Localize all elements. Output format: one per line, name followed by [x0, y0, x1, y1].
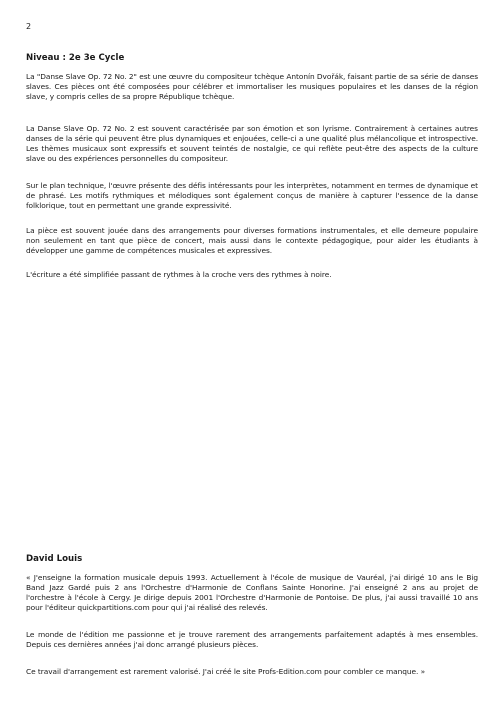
description-paragraph-3: Sur le plan technique, l'œuvre présente des défis intéressants pour les interprètes, notamment en termes de dynamique et de phrasé. Les motifs rythmiques et mélodiques sont également conçus de manière à capturer l'essence de la danse folklorique, tout en permettant une grande expressivité. — [26, 181, 478, 210]
author-bio-paragraph-3: Ce travail d'arrangement est rarement valorisé. J'ai créé le site Profs-Edition.com pour combler ce manque. » — [26, 667, 426, 676]
level-heading: Niveau : 2e 3e Cycle — [26, 53, 125, 63]
author-bio-paragraph-1: « J'enseigne la formation musicale depuis 1993. Actuellement à l'école de musique de Vauréal, j'ai dirigé 10 ans le Big Band Jazz Gardé puis 2 ans l'Orchestre d'Harmonie de Conflans Sainte Honorine. J'ai enseigné 2 ans au projet de l'orchestre à l'école à Cergy. Je dirige depuis 2001 l'Orchestre d'Harmonie de Pontoise. De plus, j'ai aussi travaillé 10 ans pour l'éditeur quickpartitions.com pour qui j'ai réalisé des relevés. — [26, 573, 478, 612]
description-paragraph-1: La "Danse Slave Op. 72 No. 2" est une œuvre du compositeur tchèque Antonín Dvořák, faisant partie de sa série de danses slaves. Ces pièces ont été composées pour célébrer et immortaliser les musiques populaires et les danses de la région slave, y compris celles de sa propre République tchèque. — [26, 72, 478, 101]
description-paragraph-5: L'écriture a été simplifiée passant de rythmes à la croche vers des rythmes à noire. — [26, 270, 332, 279]
author-bio-paragraph-2: Le monde de l'édition me passionne et je trouve rarement des arrangements parfaitement adaptés à mes ensembles. Depuis ces dernières années j'ai donc arrangé plusieurs pièces. — [26, 630, 478, 649]
page-number: 2 — [26, 22, 32, 31]
description-paragraph-2: La Danse Slave Op. 72 No. 2 est souvent caractérisée par son émotion et son lyrisme. Contrairement à certaines autres danses de la série qui peuvent être plus dynamiques et enjouées, celle-ci a une qualité plus mélancolique et introspective. Les thèmes musicaux sont expressifs et souvent teintés de nostalgie, ce qui reflète peut-être des aspects de la culture slave ou des expériences personnelles du compositeur. — [26, 124, 478, 163]
description-paragraph-4: La pièce est souvent jouée dans des arrangements pour diverses formations instrumentales, et elle demeure populaire non seulement en tant que pièce de concert, mais aussi dans le contexte pédagogique, pour aider les étudiants à développer une gamme de compétences musicales et expressives. — [26, 226, 478, 255]
author-name: David Louis — [26, 554, 83, 564]
